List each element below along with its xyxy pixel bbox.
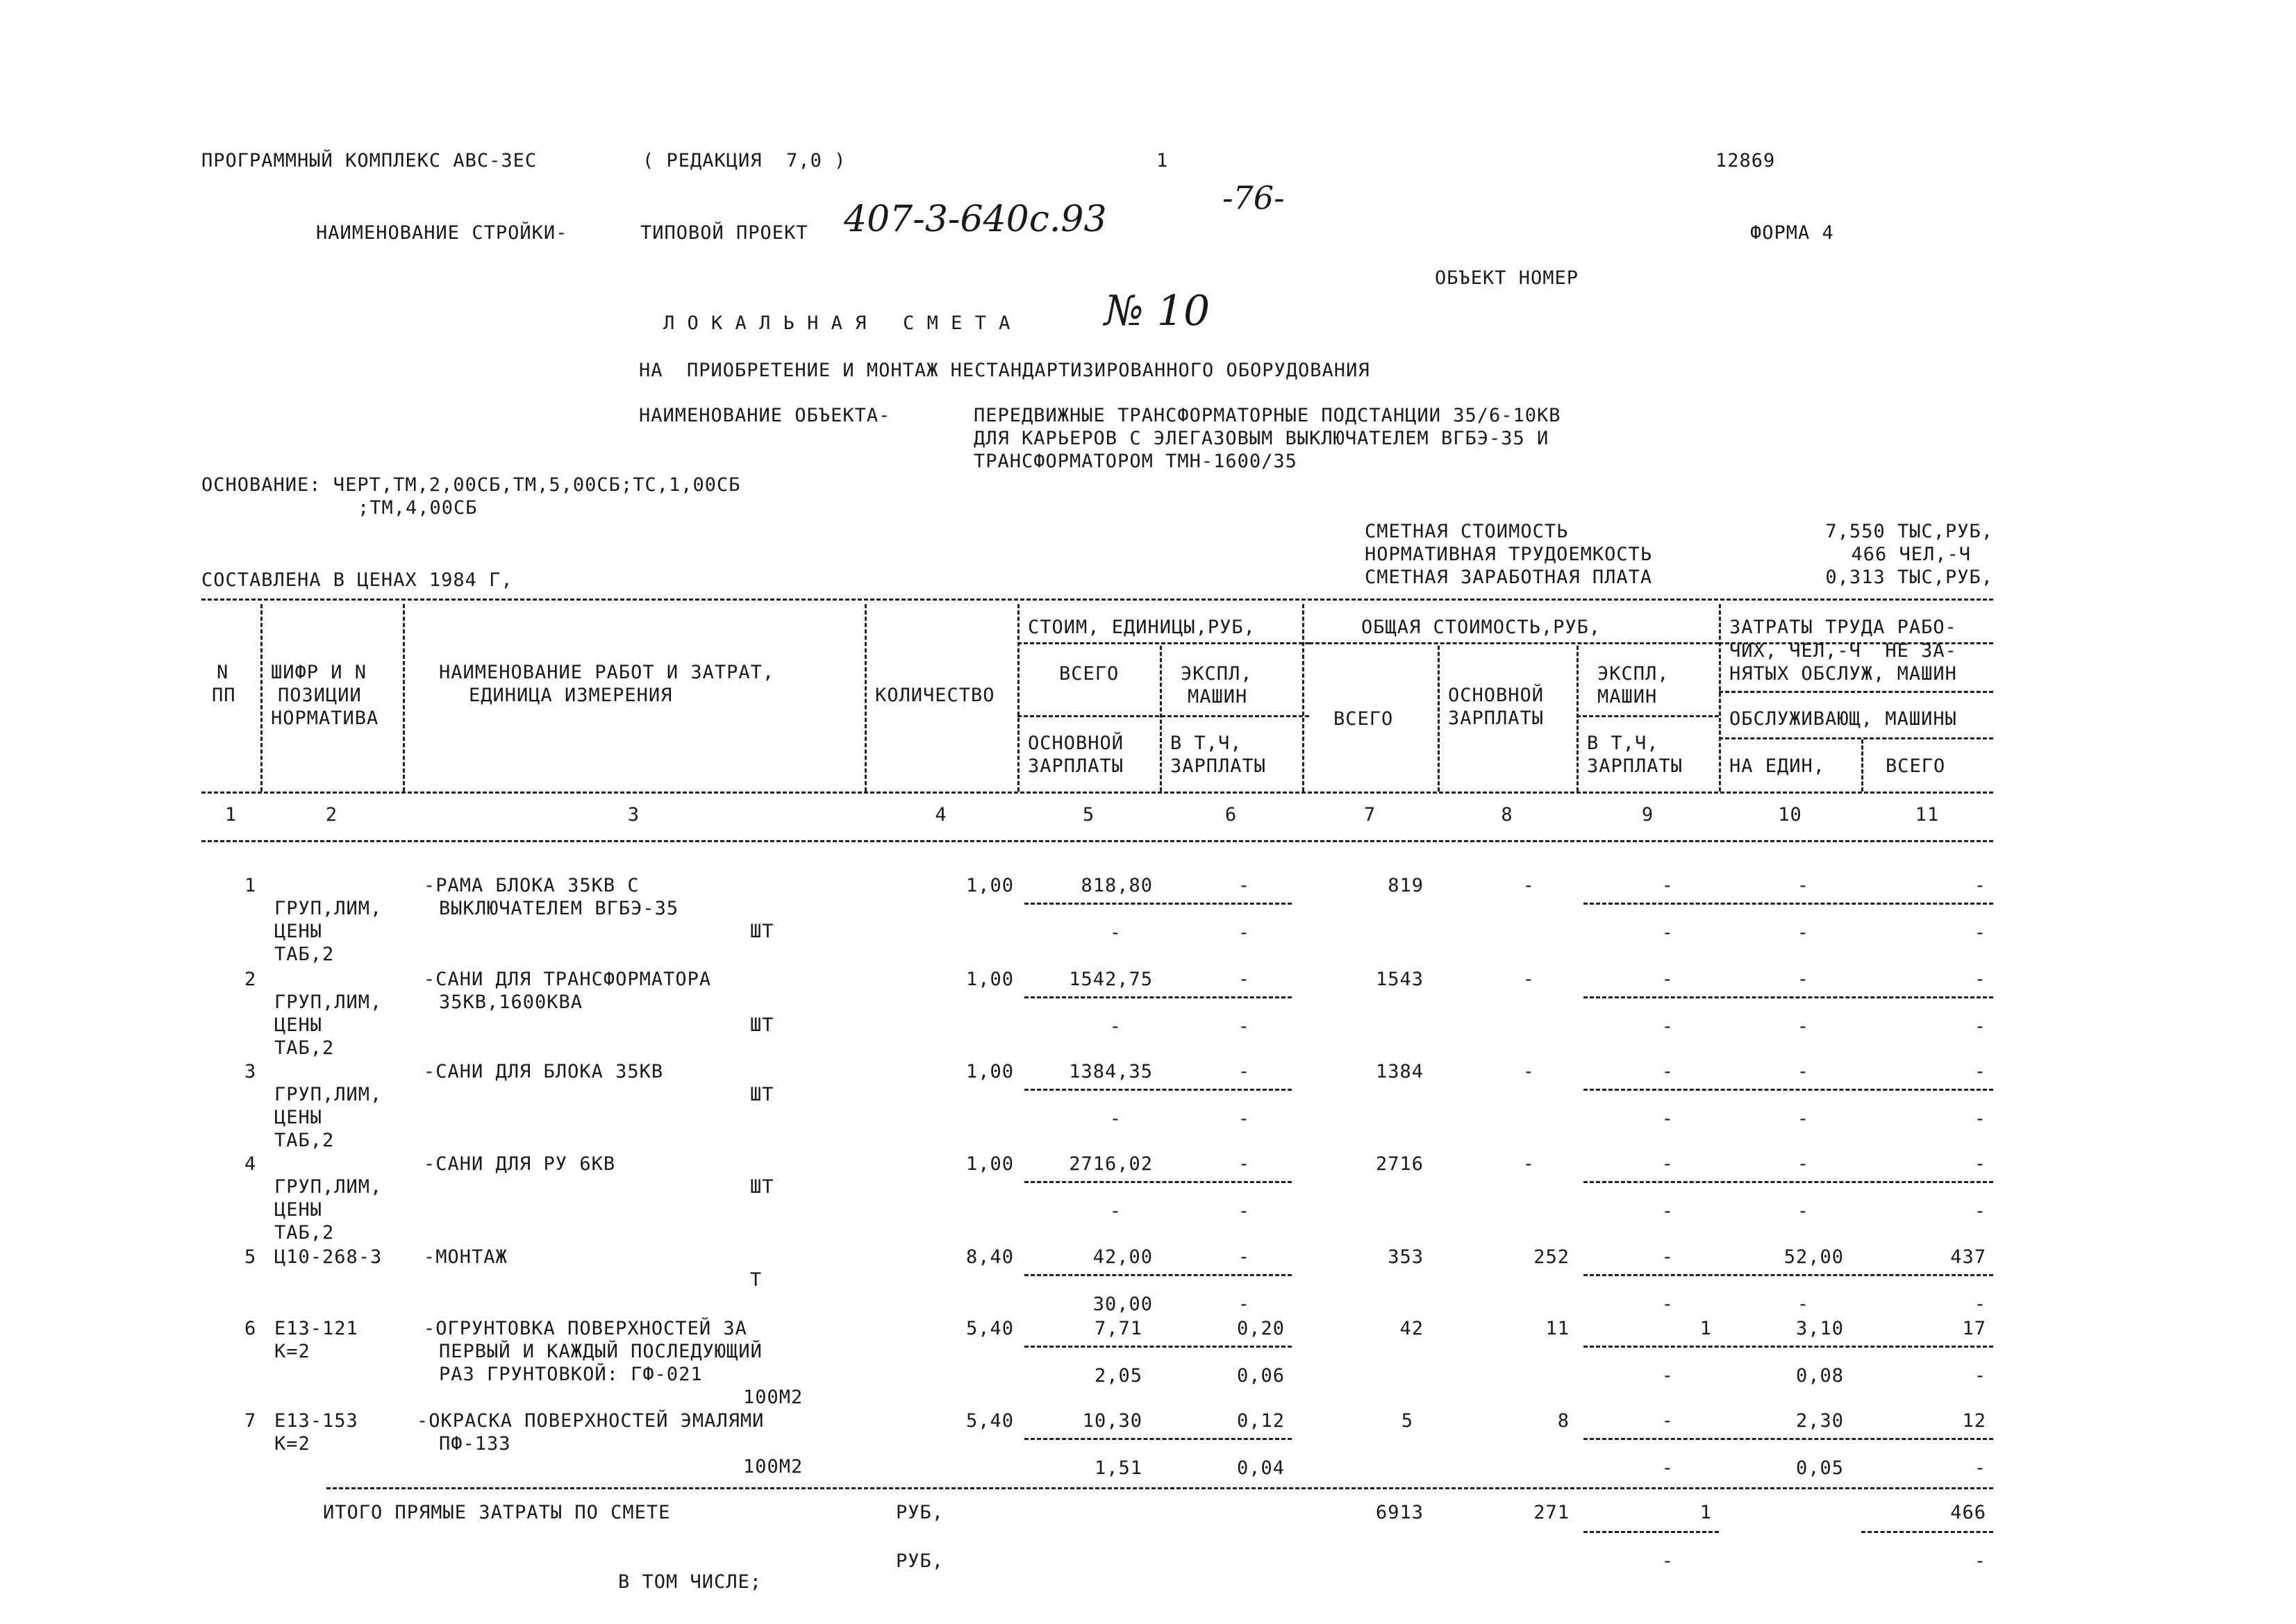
row-3-c10b: - (1797, 1108, 1809, 1130)
subtitle: НА ПРИОБРЕТЕНИЕ И МОНТАЖ НЕСТАНДАРТИЗИРОВАННОГО ОБОРУДОВАНИЯ (639, 360, 1370, 381)
row-7-c9: - (1661, 1410, 1674, 1432)
row-1-name-1: -РАМА БЛОКА 35КВ С (424, 875, 640, 896)
row-1-rule-a (1024, 903, 1292, 905)
colnum-7: 7 (1363, 804, 1376, 826)
header-base-sal-8b: ЗАРПЛАТЫ (1448, 708, 1545, 729)
row-5-c8: 252 (1533, 1246, 1570, 1268)
row-2-c11: - (1974, 969, 1986, 990)
totals-currency: РУБ, (896, 1502, 945, 1523)
row-6-c7: 42 (1399, 1318, 1424, 1339)
row-1-c11: - (1974, 875, 1986, 896)
row-6-unit: 100М2 (743, 1387, 804, 1408)
row-7-c6b: 0,04 (1236, 1457, 1285, 1479)
basis-line-1: ОСНОВАНИЕ: ЧЕРТ,ТМ,2,00СБ,ТМ,5,00СБ;ТС,1,00СБ (201, 474, 741, 496)
row-6-qty: 5,40 (965, 1318, 1014, 1339)
row-6-c5: 7,71 (1094, 1318, 1142, 1339)
row-2-c5: 1542,75 (1069, 969, 1153, 990)
row-5-code-1: Ц10-268-3 (274, 1246, 383, 1268)
row-1-c6: - (1238, 875, 1250, 896)
row-3-c10: - (1797, 1061, 1809, 1082)
row-6-rule-b (1583, 1346, 1993, 1348)
colnum-3: 3 (627, 804, 640, 826)
row-2-rule-b (1583, 996, 1993, 998)
row-2-name-2: 35КВ,1600КВА (439, 991, 583, 1013)
row-1-code-3: ТАБ,2 (274, 944, 335, 965)
summary-value-2: 466 ЧЕЛ,-Ч (1851, 544, 1971, 565)
header-bottom-rule (201, 792, 1993, 794)
labor-rule-2 (1719, 691, 1993, 693)
object-line-3: ТРАНСФОРМАТОРОМ ТМН-1600/35 (974, 451, 1297, 472)
object-line-2: ДЛЯ КАРЬЕРОВ С ЭЛЕГАЗОВЫМ ВЫКЛЮЧАТЕЛЕМ ВГБЭ-35 И (974, 428, 1549, 449)
col-sep-10 (1861, 739, 1863, 792)
header-mach-9a: ЭКСПЛ, (1597, 663, 1670, 685)
row-4-c7: 2716 (1375, 1153, 1424, 1175)
row-6-c10: 3,10 (1795, 1318, 1844, 1339)
row-3-name-1: -САНИ ДЛЯ БЛОКА 35КВ (424, 1061, 664, 1082)
row-4-c6b: - (1238, 1200, 1250, 1222)
sheet-mark: -76- (1222, 179, 1285, 217)
row-1-name-2: ВЫКЛЮЧАТЕЛЕМ ВГБЭ-35 (439, 898, 679, 919)
row-5-c11: 437 (1950, 1246, 1986, 1268)
row-1-c6b: - (1238, 922, 1250, 944)
totals-top-rule (326, 1487, 1993, 1489)
header-pp: ПП (212, 685, 236, 706)
header-mach-9b: МАШИН (1597, 686, 1658, 708)
header-incl-9b: ЗАРПЛАТЫ (1587, 755, 1683, 777)
row-3-c5b: - (1109, 1108, 1122, 1130)
row-1-c11b: - (1974, 922, 1986, 944)
row-2-rule-a (1024, 996, 1292, 998)
row-4-c11: - (1974, 1153, 1986, 1175)
row-2-unit: ШТ (750, 1014, 774, 1036)
row-2-c6: - (1238, 969, 1250, 990)
total-cost-rule (1309, 642, 1719, 644)
col-sep-4 (1017, 604, 1020, 792)
colnum-1: 1 (224, 804, 238, 826)
header-mach-1: ЭКСПЛ, (1181, 663, 1253, 685)
row-7-unit: 100М2 (743, 1456, 804, 1477)
col-sep-5 (1160, 646, 1162, 792)
row-6-c6: 0,20 (1236, 1318, 1285, 1339)
row-5-name-1: -МОНТАЖ (424, 1246, 508, 1268)
row-1-c10: - (1797, 875, 1809, 896)
row-3-c11b: - (1974, 1108, 1986, 1130)
object-number-label: ОБЪЕКТ НОМЕР (1435, 267, 1579, 289)
row-6-rule-a (1024, 1346, 1292, 1348)
row-2-c9: - (1661, 969, 1674, 990)
document-number: 12869 (1715, 150, 1776, 171)
row-1-c10b: - (1797, 922, 1809, 944)
row-1-qty: 1,00 (965, 875, 1014, 896)
row-6-c9: 1 (1699, 1318, 1712, 1339)
row-2-c10b: - (1797, 1016, 1809, 1037)
row-3-c6: - (1238, 1061, 1250, 1082)
row-1-c8: - (1522, 875, 1535, 896)
object-label: НАИМЕНОВАНИЕ ОБЪЕКТА- (639, 405, 891, 426)
prices-year: СОСТАВЛЕНА В ЦЕНАХ 1984 Г, (201, 569, 513, 591)
row-3-c7: 1384 (1375, 1061, 1424, 1082)
row-2-c6b: - (1238, 1016, 1250, 1037)
totals-c9b: - (1661, 1550, 1674, 1572)
row-1-rule-b (1583, 903, 1993, 905)
row-4-c10: - (1797, 1153, 1809, 1175)
colnum-11: 11 (1915, 804, 1940, 826)
row-2-c5b: - (1109, 1016, 1122, 1037)
summary-label-3: СМЕТНАЯ ЗАРАБОТНАЯ ПЛАТА (1365, 567, 1653, 588)
row-5-c6: - (1238, 1246, 1250, 1268)
header-labor-2: ЧИХ, ЧЕЛ,-Ч НЕ ЗА- (1729, 640, 1957, 662)
row-1-n: 1 (244, 875, 257, 896)
row-6-code-1: Е13-121 (274, 1318, 358, 1339)
row-3-c6b: - (1238, 1108, 1250, 1130)
row-4-unit: ШТ (750, 1176, 774, 1198)
totals-including: В ТОМ ЧИСЛЕ; (618, 1571, 763, 1593)
totals-c9: 1 (1699, 1502, 1712, 1523)
header-unit-cost: СТОИМ, ЕДИНИЦЫ,РУБ, (1028, 617, 1256, 638)
header-total-cost: ОБЩАЯ СТОИМОСТЬ,РУБ, (1361, 617, 1602, 638)
basis-line-2: ;ТМ,4,00СБ (358, 497, 478, 519)
row-4-rule-a (1024, 1181, 1292, 1183)
row-6-c6b: 0,06 (1236, 1365, 1285, 1387)
header-name-2: ЕДИНИЦА ИЗМЕРЕНИЯ (469, 685, 673, 706)
header-incl-2: ЗАРПЛАТЫ (1170, 755, 1267, 777)
header-n: N (217, 662, 229, 683)
row-3-code-2: ЦЕНЫ (274, 1107, 323, 1128)
header-total: ВСЕГО (1059, 663, 1120, 685)
colnum-6: 6 (1224, 804, 1238, 826)
row-3-c9b: - (1661, 1108, 1674, 1130)
row-7-c5b: 1,51 (1094, 1457, 1142, 1479)
row-7-c5: 10,30 (1082, 1410, 1142, 1432)
colnum-5: 5 (1082, 804, 1095, 826)
page-number: 1 (1156, 150, 1169, 171)
row-6-c9b: - (1661, 1365, 1674, 1387)
totals-rule-a (1583, 1531, 1719, 1533)
row-5-c10b: - (1797, 1294, 1809, 1315)
row-5-c9b: - (1661, 1294, 1674, 1315)
unit-cost-rule (1017, 642, 1309, 644)
row-7-c9b: - (1661, 1457, 1674, 1479)
row-5-c10: 52,00 (1783, 1246, 1844, 1268)
page-title: Л О К А Л Ь Н А Я С М Е Т А (663, 312, 1011, 334)
header-code-3: НОРМАТИВА (271, 708, 379, 729)
row-2-c7: 1543 (1375, 969, 1424, 990)
row-5-c5b: 30,00 (1092, 1294, 1153, 1315)
row-7-qty: 5,40 (965, 1410, 1014, 1432)
row-2-name-1: -САНИ ДЛЯ ТРАНСФОРМАТОРА (424, 969, 712, 990)
row-4-name-1: -САНИ ДЛЯ РУ 6КВ (424, 1153, 616, 1175)
estimate-number: № 10 (1104, 287, 1211, 335)
col-sep-1 (260, 604, 263, 792)
col-sep-6 (1302, 604, 1304, 792)
row-3-code-1: ГРУП,ЛИМ, (274, 1084, 383, 1105)
row-7-rule-b (1583, 1438, 1993, 1440)
row-6-c10b: 0,08 (1795, 1365, 1844, 1387)
row-1-c7: 819 (1388, 875, 1424, 896)
row-6-n: 6 (244, 1318, 257, 1339)
row-2-c9b: - (1661, 1016, 1674, 1037)
program-name: ПРОГРАММНЫЙ КОМПЛЕКС АВС-ЗЕС (201, 150, 538, 171)
row-3-c8: - (1522, 1061, 1535, 1082)
header-incl-9a: В Т,Ч, (1587, 733, 1659, 754)
colnum-10: 10 (1778, 804, 1802, 826)
row-4-code-1: ГРУП,ЛИМ, (274, 1176, 383, 1198)
row-4-c10b: - (1797, 1200, 1809, 1222)
summary-label-1: СМЕТНАЯ СТОИМОСТЬ (1365, 521, 1569, 542)
row-7-code-2: К=2 (274, 1433, 310, 1455)
header-all: ВСЕГО (1886, 755, 1946, 777)
header-mach-2: МАШИН (1188, 686, 1248, 708)
row-2-c8: - (1522, 969, 1535, 990)
object-line-1: ПЕРЕДВИЖНЫЕ ТРАНСФОРМАТОРНЫЕ ПОДСТАНЦИИ 35/6-10КВ (974, 405, 1561, 426)
row-4-rule-b (1583, 1181, 1993, 1183)
row-6-c5b: 2,05 (1094, 1365, 1142, 1387)
row-7-c7: 5 (1401, 1410, 1413, 1432)
project-code: 407-3-640с.93 (844, 199, 1107, 240)
row-4-qty: 1,00 (965, 1153, 1014, 1175)
col-sep-7 (1438, 646, 1440, 792)
row-7-c10: 2,30 (1795, 1410, 1844, 1432)
unit-cost-sub-rule (1017, 715, 1309, 717)
row-7-rule-a (1024, 1438, 1292, 1440)
row-6-c8: 11 (1545, 1318, 1570, 1339)
row-5-rule-a (1024, 1274, 1292, 1276)
row-2-code-3: ТАБ,2 (274, 1037, 335, 1059)
row-6-name-3: РАЗ ГРУНТОВКОЙ: ГФ-021 (439, 1364, 703, 1385)
row-3-unit: ШТ (750, 1084, 774, 1105)
header-code-1: ШИФР И N (271, 662, 367, 683)
header-qty: КОЛИЧЕСТВО (875, 685, 995, 706)
row-5-unit: Т (750, 1269, 763, 1291)
colnum-8: 8 (1501, 804, 1513, 826)
row-6-name-2: ПЕРВЫЙ И КАЖДЫЙ ПОСЛЕДУЮЩИЙ (439, 1341, 763, 1362)
header-incl-1: В Т,Ч, (1170, 733, 1242, 754)
row-3-c9: - (1661, 1061, 1674, 1082)
header-base-sal-2: ЗАРПЛАТЫ (1028, 755, 1124, 777)
header-base-sal-1: ОСНОВНОЙ (1028, 733, 1124, 754)
row-3-code-3: ТАБ,2 (274, 1130, 335, 1151)
row-2-qty: 1,00 (965, 969, 1014, 990)
row-3-c11: - (1974, 1061, 1986, 1082)
program-edition: ( РЕДАКЦИЯ 7,0 ) (642, 150, 847, 171)
row-2-code-2: ЦЕНЫ (274, 1014, 323, 1036)
row-6-code-2: К=2 (274, 1341, 310, 1362)
totals-c7: 6913 (1375, 1502, 1424, 1523)
summary-label-2: НОРМАТИВНАЯ ТРУДОЕМКОСТЬ (1365, 544, 1653, 565)
totals-label: ИТОГО ПРЯМЫЕ ЗАТРАТЫ ПО СМЕТЕ (323, 1502, 671, 1523)
mach-sub-rule (1577, 715, 1719, 717)
row-3-n: 3 (244, 1061, 257, 1082)
header-base-sal-8a: ОСНОВНОЙ (1448, 685, 1545, 706)
row-4-code-3: ТАБ,2 (274, 1222, 335, 1244)
header-labor-1: ЗАТРАТЫ ТРУДА РАБО- (1729, 617, 1957, 638)
row-5-c5: 42,00 (1092, 1246, 1153, 1268)
row-7-n: 7 (244, 1410, 257, 1432)
row-2-c10: - (1797, 969, 1809, 990)
row-4-c9b: - (1661, 1200, 1674, 1222)
colnum-9: 9 (1641, 804, 1654, 826)
row-2-code-1: ГРУП,ЛИМ, (274, 991, 383, 1013)
build-name-value: ТИПОВОЙ ПРОЕКТ (640, 222, 808, 244)
summary-value-1: 7,550 ТЫС,РУБ, (1825, 521, 1993, 542)
row-5-c9: - (1661, 1246, 1674, 1268)
summary-value-3: 0,313 ТЫС,РУБ, (1825, 567, 1993, 588)
header-serv: ОБСЛУЖИВАЮЩ, МАШИНЫ (1729, 708, 1957, 730)
header-code-2: ПОЗИЦИИ (278, 685, 362, 706)
row-4-c6: - (1238, 1153, 1250, 1175)
row-7-code-1: Е13-153 (274, 1410, 358, 1432)
row-2-c11b: - (1974, 1016, 1986, 1037)
row-1-code-2: ЦЕНЫ (274, 921, 323, 942)
header-top-rule (201, 598, 1993, 601)
row-7-c11b: - (1974, 1457, 1986, 1479)
row-1-c9: - (1661, 875, 1674, 896)
row-1-c9b: - (1661, 922, 1674, 944)
row-2-n: 2 (244, 969, 257, 990)
row-7-c11: 12 (1962, 1410, 1986, 1432)
row-4-c5b: - (1109, 1200, 1122, 1222)
totals-c11: 466 (1950, 1502, 1986, 1523)
row-5-c6b: - (1238, 1294, 1250, 1315)
row-1-code-1: ГРУП,ЛИМ, (274, 898, 383, 919)
row-3-rule-b (1583, 1089, 1993, 1091)
totals-c11b: - (1974, 1550, 1986, 1572)
row-3-c5: 1384,35 (1069, 1061, 1153, 1082)
labor-rule-3 (1719, 737, 1993, 739)
row-4-c5: 2716,02 (1069, 1153, 1153, 1175)
colnum-2: 2 (325, 804, 338, 826)
row-7-name-1: -ОКРАСКА ПОВЕРХНОСТЕЙ ЭМАЛЯМИ (417, 1410, 765, 1432)
header-per-unit: НА ЕДИН, (1729, 755, 1826, 777)
col-sep-3 (865, 604, 867, 792)
header-total-7: ВСЕГО (1333, 708, 1394, 730)
form-number: ФОРМА 4 (1750, 222, 1834, 244)
row-6-c11: 17 (1962, 1318, 1986, 1339)
totals-currency-2: РУБ, (896, 1550, 945, 1572)
header-name-1: НАИМЕНОВАНИЕ РАБОТ И ЗАТРАТ, (439, 662, 775, 683)
row-4-c9: - (1661, 1153, 1674, 1175)
row-1-c5b: - (1109, 922, 1122, 944)
numbers-bottom-rule (201, 840, 1993, 842)
build-name-label: НАИМЕНОВАНИЕ СТРОЙКИ- (316, 222, 568, 244)
totals-c8: 271 (1533, 1502, 1570, 1523)
row-4-c11b: - (1974, 1200, 1986, 1222)
col-sep-8 (1577, 646, 1579, 792)
col-sep-9 (1719, 604, 1721, 792)
row-4-code-2: ЦЕНЫ (274, 1199, 323, 1221)
row-7-c6: 0,12 (1236, 1410, 1285, 1432)
row-7-c8: 8 (1557, 1410, 1570, 1432)
row-4-c8: - (1522, 1153, 1535, 1175)
row-5-c11b: - (1974, 1294, 1986, 1315)
row-5-c7: 353 (1388, 1246, 1424, 1268)
row-3-rule-a (1024, 1089, 1292, 1091)
row-4-n: 4 (244, 1153, 257, 1175)
row-7-c10b: 0,05 (1795, 1457, 1844, 1479)
row-5-rule-b (1583, 1274, 1993, 1276)
row-6-name-1: -ОГРУНТОВКА ПОВЕРХНОСТЕЙ ЗА (424, 1318, 747, 1339)
header-labor-3: НЯТЫХ ОБСЛУЖ, МАШИН (1729, 663, 1957, 685)
row-5-n: 5 (244, 1246, 257, 1268)
row-5-qty: 8,40 (965, 1246, 1014, 1268)
row-1-unit: ШТ (750, 921, 774, 942)
row-1-c5: 818,80 (1081, 875, 1153, 896)
row-7-name-2: ПФ-133 (439, 1433, 511, 1455)
col-sep-2 (403, 604, 405, 792)
totals-rule-b (1861, 1531, 1993, 1533)
colnum-4: 4 (935, 804, 947, 826)
row-6-c11b: - (1974, 1365, 1986, 1387)
row-3-qty: 1,00 (965, 1061, 1014, 1082)
